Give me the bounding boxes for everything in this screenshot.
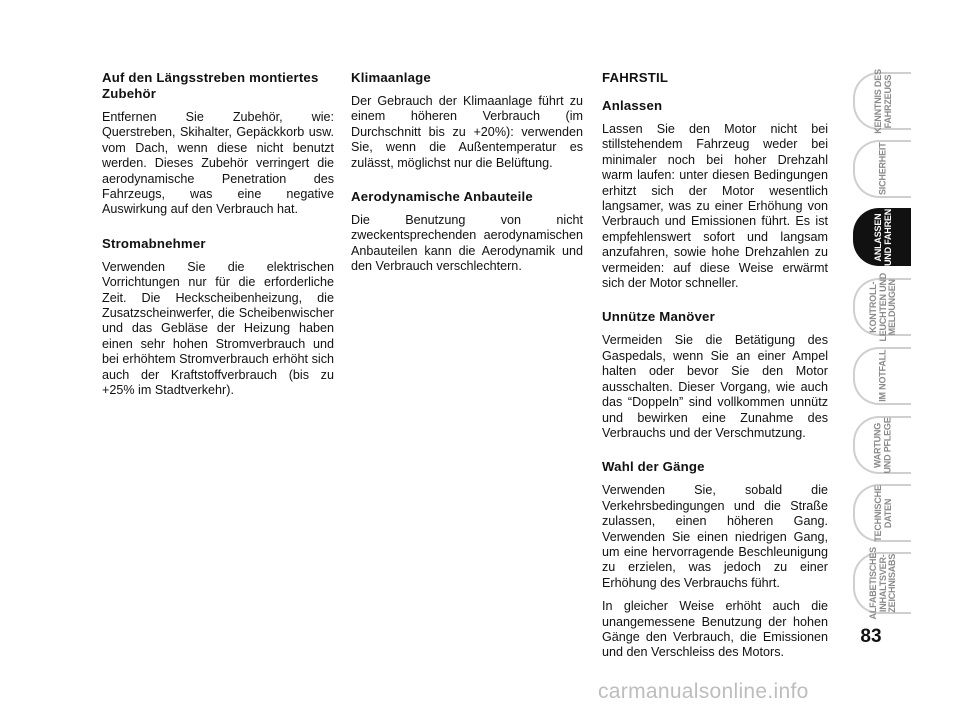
section-title-driving-style: FAHRSTIL: [602, 70, 669, 85]
tab-alfabetisches-inhaltsverzeichnis[interactable]: [853, 546, 911, 620]
tab-label: KONTROLL- LEUCHTEN UND MELDUNGEN: [867, 272, 897, 342]
paragraph-air-conditioning: Der Gebrauch der Klimaanlage führt zu einem höheren Verbrauch (im Durchschnitt bis zu +20%): verwenden Sie, wenn die Außentemperatur es zulässt, möglichst nur die Belüftung.: [351, 94, 583, 170]
column-middle: [351, 70, 583, 293]
tab-label: TECHNISCHE DATEN: [872, 484, 893, 542]
paragraph-roof-accessories: Entfernen Sie Zubehör, wie: Querstreben, Skihalter, Gepäckkorb usw. vom Dach, wenn diese nicht benutzt werden. Dieses Zubehör verringert die aerodynamische Penetration des Fahrzeugs, was eine negative Auswirkung auf den Verbrauch hat.: [102, 110, 334, 217]
heading-gear-choice: Wahl der Gänge: [602, 459, 705, 475]
tab-label: IM NOTFALL: [877, 350, 888, 402]
column-left: [102, 70, 334, 417]
tab-label: KENNTNIS DES FAHRZEUGS: [872, 68, 893, 134]
heading-useless-manoeuvres: Unnütze Manöver: [602, 309, 715, 325]
tab-wartung-und-pflege[interactable]: [853, 416, 911, 474]
tab-label: ANLASSEN UND FAHREN: [872, 208, 893, 266]
paragraph-power-consumers: Verwenden Sie die elektrischen Vorrichtungen nur für die erforderliche Zeit. Die Heckscheibenheizung, die Zusatzscheinwerfer, die Scheibenwischer und das Gebläse der Heizung haben einen sehr hohen Stromverbrauch und bei erhöhtem Stromverbrauch erhöht sich auch der Kraftstoffverbrauch (bis zu +25% im Stadtverkehr).: [102, 259, 334, 398]
paragraph-high-gears: In gleicher Weise erhöht auch die unangemessene Benutzung der hohen Gänge den Verbrauch, die Emissionen und den Verschleiss des Motors.: [602, 599, 828, 660]
paragraph-gear-choice: Verwenden Sie, sobald die Verkehrsbedingungen und die Straße zulassen, einen höheren Gang. Verwenden Sie einen niedrigen Gang, um eine hervorragende Beschleunigung zu erzielen, was jedoch zu einer Erhöhung des Verbrauchs führt.: [602, 483, 828, 590]
tab-anlassen-und-fahren[interactable]: [853, 208, 911, 266]
heading-aerodynamic-parts: Aerodynamische Anbauteile: [351, 189, 533, 205]
heading-roof-accessories: Auf den Längsstreben montiertes Zubehör: [102, 70, 319, 101]
tab-label: ALFABETISCHES INHALTSVER- ZEICHNISABS: [867, 546, 897, 620]
paragraph-starting: Lassen Sie den Motor nicht bei stillstehendem Fahrzeug weder bei minimaler noch bei hoher Drehzahl warm laufen: unter diesen Bedingungen erhitzt sich der Motor wesentlich langsamer, was zu einer Erhöhung von Verbrauch und Emissionen führt. Es ist empfehlenswert sofort und langsam anzufahren, sowie hohe Drehzahlen zu vermeiden: auf diese Weise erwärmt sich der Motor schneller.: [602, 122, 828, 291]
heading-starting: Anlassen: [602, 98, 663, 113]
tab-kenntnis-des-fahrzeugs[interactable]: [853, 68, 911, 134]
paragraph-useless-manoeuvres: Vermeiden Sie die Betätigung des Gaspedals, wenn Sie an einer Ampel halten oder bevor Sie den Motor ausschalten. Dieser Vorgang, wie auch das “Doppeln” sind vollkommen unnütz und bewirken eine Zunahme des Verbrauchs und der Verschmutzung.: [602, 333, 828, 440]
tab-kontrollleuchten-und-meldungen[interactable]: [853, 272, 911, 342]
paragraph-aerodynamic-parts: Die Benutzung von nicht zweckentsprechenden aerodynamischen Anbauteilen kann die Aerodynamik und den Verbrauch verschlechtern.: [351, 213, 583, 274]
tab-label: WARTUNG UND PFLEGE: [872, 416, 893, 474]
tab-im-notfall[interactable]: [853, 347, 911, 405]
column-right: [602, 70, 828, 679]
tab-sicherheit[interactable]: [853, 140, 911, 198]
watermark: carmanualsonline.info: [598, 680, 809, 703]
heading-power-consumers: Stromabnehmer: [102, 235, 206, 251]
heading-air-conditioning: Klimaanlage: [351, 70, 431, 85]
tab-technische-daten[interactable]: [853, 484, 911, 542]
tab-label: SICHERHEIT: [877, 142, 888, 196]
page-number: 83: [860, 626, 882, 647]
